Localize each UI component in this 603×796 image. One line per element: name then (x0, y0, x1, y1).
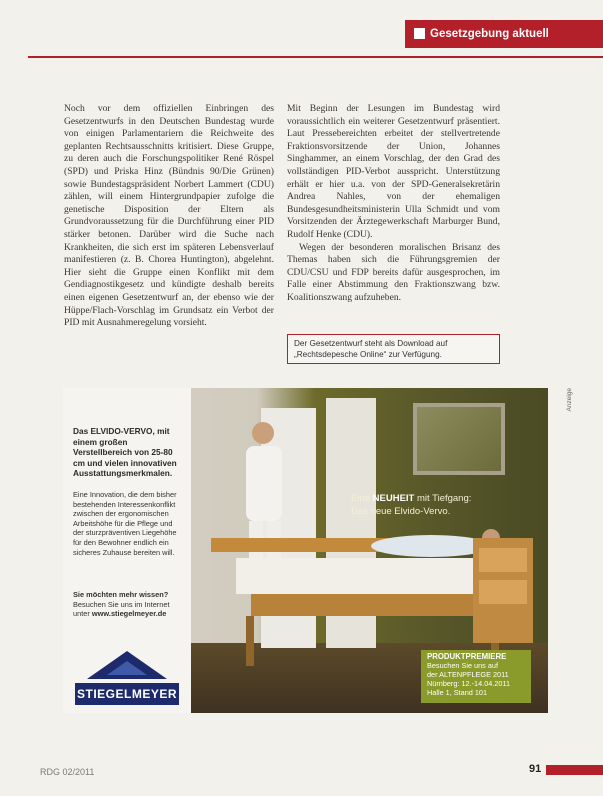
ad-label: Anzeige (566, 388, 573, 412)
promo-line: Nürnberg: 12.-14.04.2011 (427, 678, 511, 688)
ad-cta-title: Sie möchten mehr wissen? (73, 590, 169, 599)
section-title: Gesetzgebung aktuell (430, 28, 549, 40)
slogan-highlight: NEUHEIT (372, 493, 415, 504)
nurse-head (252, 422, 274, 444)
nurse-body (246, 446, 282, 521)
promo-line: der ALTENPFLEGE 2011 (427, 669, 509, 679)
footer-accent-bar (546, 765, 603, 775)
section-square-icon (414, 28, 425, 39)
bed-frame (251, 594, 506, 616)
ad-cta-url[interactable]: www.stiegelmeyer.de (91, 609, 167, 619)
text-column-right (287, 103, 500, 305)
journal-issue: RDG 02/2011 (40, 767, 95, 777)
paragraph: Mit Beginn der Lesungen im Bundestag wird voraussichtlich ein weiterer Gesetzentwurf präsentiert. Laut Pressebereichten erbeitet der stellvertretende Fraktionsvorsitzende der Union, Johannes Singhammer, an einem Vorschlag, der den Grad des vollständigen PID-Verbot ausspricht. Unterstützung erhält er hier u.a. von der SPD-Generalsekretärin Andrea Nahles, von der ehemaligen Bundesgesundheitsministerin Ulla Schmidt und vom Vorsitzenden der Ärztegewerkschaft Marburger Bund, Rudolf Henke (CDU). (287, 103, 500, 240)
ad-headline: Das ELVIDO-VERVO, mit einem großen Verstellbereich von 25-80 cm und vielen innovativen Ausstattungsmerkmalen. (73, 426, 177, 479)
promo-title: PRODUKTPREMIERE (427, 652, 507, 661)
ad-slogan: Eine NEUHEIT mit Tiefgang: Das neue Elvido-Vervo. (351, 493, 472, 517)
header-rule (28, 56, 603, 58)
promo-line: Halle 1, Stand 101 (427, 687, 488, 697)
brand-logo: STIEGELMEYER (75, 683, 179, 705)
ad-cta (73, 590, 185, 619)
paragraph: Wegen der besonderen moralischen Brisanz des Themas haben sich die Führungsgremien der CDU/CSU und FDP bereits dafür ausgesprochen, im Falle einer Abstimmung den Fraktionszwang bzw. Koalitionszwang aufzuheben. (287, 241, 500, 303)
ad-body: Eine Innovation, die dem bisher bestehenden Interessenkonflikt zwischen der ergonomischen Arbeitshöhe für die Pflege und der sturzpräventiven Liegehöhe für den Bewohner endlich ein sicheres Zuhause bereiten will. (73, 490, 177, 557)
promo-box (421, 650, 531, 703)
paragraph: Noch vor dem offiziellen Einbringen des Gesetzentwurfs in den Deutschen Bundestag wurde von einigen Parlamentariern die Reichweite des geplanten Rechtsausschnitts kritisiert. Diese Gruppe, zu deren auch die Forschungspolitiker René Röspel (SPD) und Priska Hinz (Bündnis 90/Die Grünen) sowie Bundestagspräsident Norbert Lammert (CDU) zählen, will einem Hintergrundpapier zufolge die genetische Disposition der Eltern als Grundvoraussetzung für die Durchführung einer PID stärker betonen. Darüber wird die Suche nach Krankheiten, die sich erst im späteren Lebensverlauf manifestieren (z. B. Chorea Huntington), abgelehnt. Hier sieht die Gruppe einen Konflikt mit dem Gendiagnostikgesetz und kündigte deshalb bereits einen eigenen Gesetzentwurf an, der ebenso wie der Hüppe/Flach-Vorschlag im Grundsatz ein Verbot der PID mit Ausnahmeregelung vorsieht. (64, 103, 274, 329)
promo-line: Besuchen Sie uns auf (427, 660, 498, 670)
advertisement (63, 388, 548, 713)
stiegelmeyer-logo-icon (85, 649, 169, 681)
text-column-left (64, 103, 274, 330)
download-note: Der Gesetzentwurf steht als Download auf „Rechtsdepesche Online“ zur Verfügung. (287, 334, 500, 364)
ad-cta-text: Besuchen Sie uns im Internet unter (73, 599, 170, 619)
mirror (413, 403, 505, 475)
page-number: 91 (529, 763, 542, 775)
